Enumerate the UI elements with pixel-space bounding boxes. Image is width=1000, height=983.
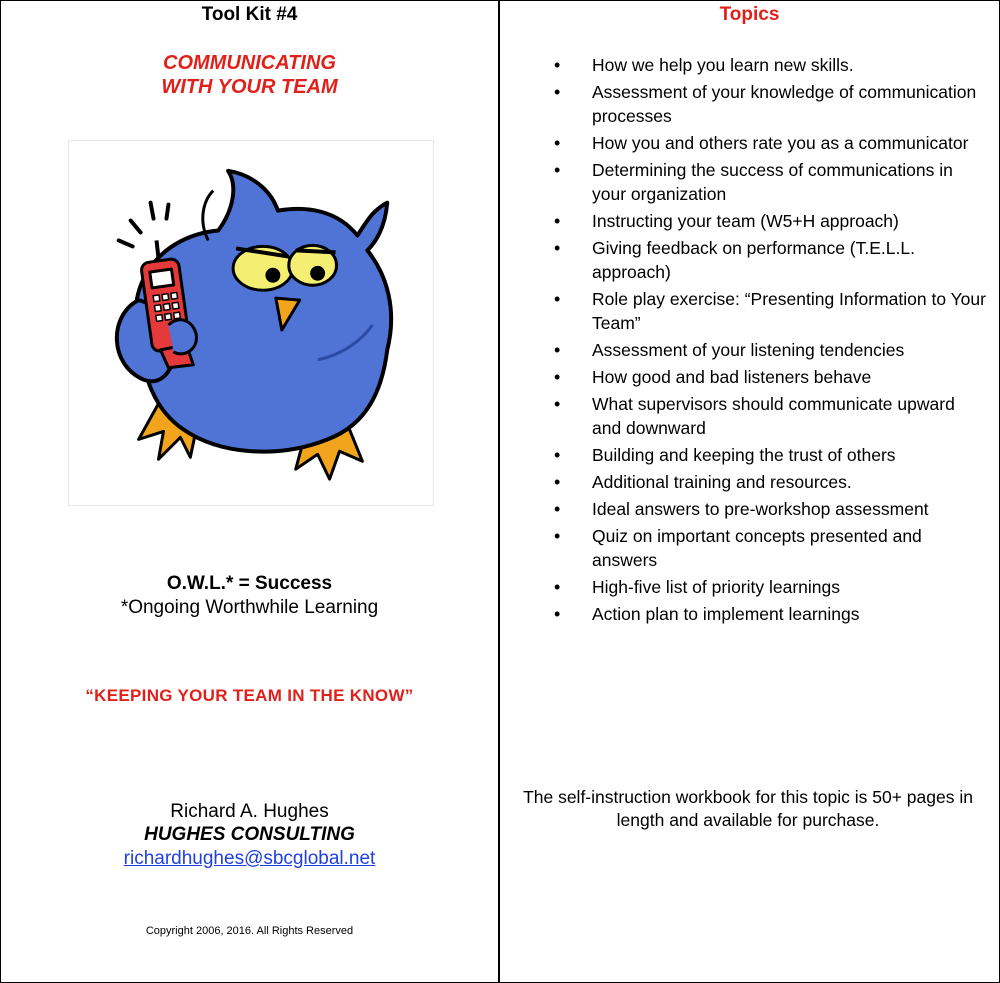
list-item: • Assessment of your listening tendencies xyxy=(548,338,988,362)
list-item: • What supervisors should communicate upward and downward xyxy=(548,392,988,440)
list-item: • How we help you learn new skills. xyxy=(548,53,988,77)
main-title-line-2: WITH YOUR TEAM xyxy=(161,76,338,98)
list-item: • Instructing your team (W5+H approach) xyxy=(548,209,988,233)
list-item: • Building and keeping the trust of others xyxy=(548,443,988,467)
cover-panel xyxy=(1,1,500,982)
owl-illustration xyxy=(68,140,434,506)
main-title xyxy=(1,51,498,99)
topics-list xyxy=(548,53,988,629)
main-title-line-1: COMMUNICATING xyxy=(163,52,336,74)
owl-definition: *Ongoing Worthwhile Learning xyxy=(120,597,379,618)
topics-panel xyxy=(500,1,999,982)
list-item: • Ideal answers to pre-workshop assessment xyxy=(548,497,988,521)
slogan: “KEEPING YOUR TEAM IN THE KNOW” xyxy=(85,686,414,705)
list-item: • Assessment of your knowledge of communication processes xyxy=(548,80,988,128)
ringing-lines-icon xyxy=(119,203,169,247)
list-item: • Determining the success of communications in your organization xyxy=(548,158,988,206)
list-item: • Action plan to implement learnings xyxy=(548,602,988,626)
list-item: • Giving feedback on performance (T.E.L.L. approach) xyxy=(548,236,988,284)
author-name: Richard A. Hughes xyxy=(170,801,329,822)
email-link[interactable]: richardhughes@sbcglobal.net xyxy=(123,848,376,869)
copyright: Copyright 2006, 2016. All Rights Reserved xyxy=(145,925,354,937)
kit-title: Tool Kit #4 xyxy=(201,4,298,25)
list-item: • How good and bad listeners behave xyxy=(548,365,988,389)
owl-equation: O.W.L.* = Success xyxy=(166,573,333,594)
topics-title: Topics xyxy=(719,4,780,25)
list-item: • Quiz on important concepts presented and answers xyxy=(548,524,988,572)
email-container xyxy=(1,848,498,870)
list-item: • Additional training and resources. xyxy=(548,470,988,494)
company-name: HUGHES CONSULTING xyxy=(144,824,355,845)
owl-eyes-icon xyxy=(233,245,336,290)
owl-phone-icon xyxy=(69,141,433,505)
workbook-note: The self-instruction workbook for this topic is 50+ pages in length and available for purchase. xyxy=(523,787,973,830)
list-item: • Role play exercise: “Presenting Information to Your Team” xyxy=(548,287,988,335)
list-item: • How you and others rate you as a communicator xyxy=(548,131,988,155)
list-item: • High-five list of priority learnings xyxy=(548,575,988,599)
